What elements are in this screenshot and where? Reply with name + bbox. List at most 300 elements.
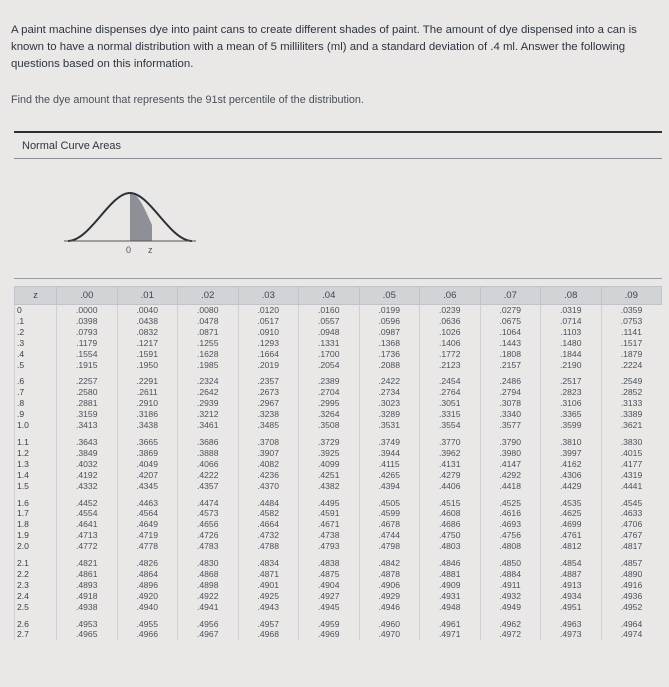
z-value-cell: 2.3 [15, 580, 57, 591]
area-cell: .3888 [178, 448, 239, 459]
area-cell: .4826 [117, 558, 178, 569]
area-cell: .1700 [299, 349, 360, 360]
column-header: .02 [178, 287, 239, 305]
area-cell: .3708 [238, 437, 299, 448]
z-value-cell: 2.1 [15, 558, 57, 569]
area-cell: .3508 [299, 420, 360, 431]
area-cell: .4896 [117, 580, 178, 591]
area-cell: .0517 [238, 316, 299, 327]
area-cell: .3078 [480, 398, 541, 409]
area-cell: .4871 [238, 569, 299, 580]
area-cell: .3980 [480, 448, 541, 459]
area-cell: .3621 [601, 420, 662, 431]
z-value-cell: .5 [15, 360, 57, 371]
area-cell: .4927 [299, 591, 360, 602]
area-cell: .4505 [359, 498, 420, 509]
z-value-cell: .3 [15, 338, 57, 349]
area-cell: .4922 [178, 591, 239, 602]
area-cell: .4821 [57, 558, 118, 569]
area-cell: .0478 [178, 316, 239, 327]
area-cell: .4964 [601, 619, 662, 630]
area-cell: .4332 [57, 481, 118, 492]
area-cell: .2357 [238, 376, 299, 387]
area-cell: .4564 [117, 508, 178, 519]
column-header: .03 [238, 287, 299, 305]
column-header: .04 [299, 287, 360, 305]
area-cell: .4664 [238, 519, 299, 530]
area-cell: .4948 [420, 602, 481, 613]
area-cell: .3186 [117, 409, 178, 420]
area-cell: .3962 [420, 448, 481, 459]
area-cell: .2881 [57, 398, 118, 409]
z-column-header: z [15, 287, 57, 305]
area-cell: .0000 [57, 305, 118, 316]
area-cell: .1517 [601, 338, 662, 349]
area-cell: .4147 [480, 459, 541, 470]
area-cell: .4909 [420, 580, 481, 591]
table-row [15, 448, 662, 459]
area-cell: .1406 [420, 338, 481, 349]
z-table-header-row [15, 287, 662, 305]
area-cell: .3315 [420, 409, 481, 420]
area-cell: .3340 [480, 409, 541, 420]
area-cell: .4968 [238, 629, 299, 640]
area-cell: .2549 [601, 376, 662, 387]
area-cell: .4772 [57, 541, 118, 552]
area-cell: .3461 [178, 420, 239, 431]
table-row [15, 316, 662, 327]
area-cell: .1915 [57, 360, 118, 371]
area-cell: .3686 [178, 437, 239, 448]
area-cell: .4192 [57, 470, 118, 481]
z-value-cell: .8 [15, 398, 57, 409]
area-cell: .4608 [420, 508, 481, 519]
area-cell: .3665 [117, 437, 178, 448]
area-cell: .4875 [299, 569, 360, 580]
area-cell: .4713 [57, 530, 118, 541]
area-cell: .0596 [359, 316, 420, 327]
area-cell: .1950 [117, 360, 178, 371]
area-cell: .0714 [541, 316, 602, 327]
area-cell: .4015 [601, 448, 662, 459]
area-cell: .3289 [359, 409, 420, 420]
area-cell: .1103 [541, 327, 602, 338]
area-cell: .3106 [541, 398, 602, 409]
area-cell: .4946 [359, 602, 420, 613]
area-cell: .4222 [178, 470, 239, 481]
area-cell: .4591 [299, 508, 360, 519]
area-cell: .4920 [117, 591, 178, 602]
z-value-cell: 2.0 [15, 541, 57, 552]
area-cell: .4641 [57, 519, 118, 530]
area-cell: .4974 [601, 629, 662, 640]
area-cell: .4382 [299, 481, 360, 492]
area-cell: .4115 [359, 459, 420, 470]
z-value-cell: 1.3 [15, 459, 57, 470]
area-cell: .1879 [601, 349, 662, 360]
area-cell: .4938 [57, 602, 118, 613]
area-cell: .1293 [238, 338, 299, 349]
column-header: .05 [359, 287, 420, 305]
area-cell: .4370 [238, 481, 299, 492]
area-cell: .4699 [541, 519, 602, 530]
column-header: .07 [480, 287, 541, 305]
area-cell: .4474 [178, 498, 239, 509]
area-cell: .4911 [480, 580, 541, 591]
area-cell: .4970 [359, 629, 420, 640]
area-cell: .1217 [117, 338, 178, 349]
area-cell: .3238 [238, 409, 299, 420]
z-table-body [15, 305, 662, 641]
area-cell: .4756 [480, 530, 541, 541]
area-cell: .4925 [238, 591, 299, 602]
area-cell: .4778 [117, 541, 178, 552]
table-row [15, 558, 662, 569]
area-cell: .3438 [117, 420, 178, 431]
table-row [15, 387, 662, 398]
table-row [15, 360, 662, 371]
area-cell: .4931 [420, 591, 481, 602]
table-row [15, 398, 662, 409]
z-value-cell: .1 [15, 316, 57, 327]
z-value-cell: 1.6 [15, 498, 57, 509]
area-cell: .4345 [117, 481, 178, 492]
area-cell: .0239 [420, 305, 481, 316]
area-cell: .4515 [420, 498, 481, 509]
area-cell: .4279 [420, 470, 481, 481]
area-cell: .4963 [541, 619, 602, 630]
area-cell: .3554 [420, 420, 481, 431]
area-cell: .4788 [238, 541, 299, 552]
area-cell: .3599 [541, 420, 602, 431]
table-row [15, 470, 662, 481]
area-cell: .3577 [480, 420, 541, 431]
area-cell: .3830 [601, 437, 662, 448]
area-cell: .4943 [238, 602, 299, 613]
area-cell: .0832 [117, 327, 178, 338]
area-cell: .4967 [178, 629, 239, 640]
area-cell: .0948 [299, 327, 360, 338]
area-cell: .4949 [480, 602, 541, 613]
area-cell: .3810 [541, 437, 602, 448]
area-cell: .2642 [178, 387, 239, 398]
area-cell: .2580 [57, 387, 118, 398]
area-cell: .4693 [480, 519, 541, 530]
area-cell: .2422 [359, 376, 420, 387]
area-cell: .2190 [541, 360, 602, 371]
area-cell: .4767 [601, 530, 662, 541]
area-cell: .4306 [541, 470, 602, 481]
area-cell: .4881 [420, 569, 481, 580]
area-cell: .2019 [238, 360, 299, 371]
area-cell: .2157 [480, 360, 541, 371]
area-cell: .4969 [299, 629, 360, 640]
area-cell: .4941 [178, 602, 239, 613]
area-cell: .4671 [299, 519, 360, 530]
area-cell: .4616 [480, 508, 541, 519]
divider-top [14, 131, 662, 133]
area-cell: .4738 [299, 530, 360, 541]
table-row [15, 591, 662, 602]
area-cell: .2054 [299, 360, 360, 371]
table-row [15, 569, 662, 580]
z-value-cell: 2.2 [15, 569, 57, 580]
area-cell: .2291 [117, 376, 178, 387]
z-value-cell: .7 [15, 387, 57, 398]
divider-table [14, 278, 662, 279]
area-cell: .4838 [299, 558, 360, 569]
z-value-cell: .6 [15, 376, 57, 387]
area-cell: .4599 [359, 508, 420, 519]
area-cell: .1808 [480, 349, 541, 360]
area-cell: .1772 [420, 349, 481, 360]
area-cell: .3212 [178, 409, 239, 420]
area-cell: .2673 [238, 387, 299, 398]
area-cell: .1736 [359, 349, 420, 360]
area-cell: .1141 [601, 327, 662, 338]
table-row [15, 530, 662, 541]
area-cell: .4893 [57, 580, 118, 591]
area-cell: .4850 [480, 558, 541, 569]
area-cell: .4960 [359, 619, 420, 630]
area-cell: .4812 [541, 541, 602, 552]
z-value-cell: 1.0 [15, 420, 57, 431]
area-cell: .4265 [359, 470, 420, 481]
area-cell: .0438 [117, 316, 178, 327]
z-table [14, 286, 662, 640]
area-cell: .2823 [541, 387, 602, 398]
area-cell: .4962 [480, 619, 541, 630]
table-row [15, 519, 662, 530]
area-cell: .4649 [117, 519, 178, 530]
area-cell: .3907 [238, 448, 299, 459]
z-value-cell: 1.1 [15, 437, 57, 448]
area-cell: .4973 [541, 629, 602, 640]
table-row [15, 327, 662, 338]
area-cell: .4441 [601, 481, 662, 492]
area-cell: .0319 [541, 305, 602, 316]
area-cell: .4955 [117, 619, 178, 630]
area-cell: .4452 [57, 498, 118, 509]
area-cell: .4808 [480, 541, 541, 552]
area-cell: .4945 [299, 602, 360, 613]
z-value-cell: 2.5 [15, 602, 57, 613]
area-cell: .1844 [541, 349, 602, 360]
area-cell: .3869 [117, 448, 178, 459]
area-cell: .2611 [117, 387, 178, 398]
area-cell: .4887 [541, 569, 602, 580]
area-cell: .1179 [57, 338, 118, 349]
z-value-cell: 2.6 [15, 619, 57, 630]
area-cell: .2224 [601, 360, 662, 371]
table-row [15, 409, 662, 420]
area-cell: .4049 [117, 459, 178, 470]
area-cell: .3944 [359, 448, 420, 459]
area-cell: .4719 [117, 530, 178, 541]
section-title: Normal Curve Areas [22, 140, 122, 152]
table-row [15, 629, 662, 640]
area-cell: .4898 [178, 580, 239, 591]
area-cell: .4554 [57, 508, 118, 519]
area-cell: .0160 [299, 305, 360, 316]
normal-curve-figure [60, 175, 200, 255]
area-cell: .2517 [541, 376, 602, 387]
area-cell: .3790 [480, 437, 541, 448]
area-cell: .4857 [601, 558, 662, 569]
area-cell: .4732 [238, 530, 299, 541]
area-cell: .4953 [57, 619, 118, 630]
area-cell: .0636 [420, 316, 481, 327]
area-cell: .0557 [299, 316, 360, 327]
shaded-area [130, 193, 152, 241]
area-cell: .3770 [420, 437, 481, 448]
area-cell: .4961 [420, 619, 481, 630]
area-cell: .0910 [238, 327, 299, 338]
area-cell: .3729 [299, 437, 360, 448]
area-cell: .4406 [420, 481, 481, 492]
table-row [15, 602, 662, 613]
table-row [15, 619, 662, 630]
divider-title [14, 158, 662, 159]
column-header: .09 [601, 287, 662, 305]
area-cell: .4803 [420, 541, 481, 552]
area-cell: .4251 [299, 470, 360, 481]
area-cell: .0753 [601, 316, 662, 327]
area-cell: .1554 [57, 349, 118, 360]
area-cell: .4394 [359, 481, 420, 492]
area-cell: .4678 [359, 519, 420, 530]
area-cell: .3849 [57, 448, 118, 459]
area-cell: .4904 [299, 580, 360, 591]
area-cell: .1591 [117, 349, 178, 360]
area-cell: .4525 [480, 498, 541, 509]
table-row [15, 498, 662, 509]
area-cell: .4934 [541, 591, 602, 602]
z-value-cell: .9 [15, 409, 57, 420]
z-value-cell: 1.9 [15, 530, 57, 541]
area-cell: .4913 [541, 580, 602, 591]
table-row [15, 420, 662, 431]
area-cell: .4906 [359, 580, 420, 591]
area-cell: .4066 [178, 459, 239, 470]
area-cell: .1331 [299, 338, 360, 349]
area-cell: .2852 [601, 387, 662, 398]
column-header: .01 [117, 287, 178, 305]
area-cell: .4846 [420, 558, 481, 569]
area-cell: .4761 [541, 530, 602, 541]
area-cell: .4868 [178, 569, 239, 580]
area-cell: .2794 [480, 387, 541, 398]
area-cell: .3997 [541, 448, 602, 459]
area-cell: .4916 [601, 580, 662, 591]
table-row [15, 481, 662, 492]
area-cell: .0987 [359, 327, 420, 338]
area-cell: .4932 [480, 591, 541, 602]
area-cell: .1480 [541, 338, 602, 349]
area-cell: .4292 [480, 470, 541, 481]
z-value-cell: 2.7 [15, 629, 57, 640]
area-cell: .4319 [601, 470, 662, 481]
z-value-cell: 0 [15, 305, 57, 316]
area-cell: .4177 [601, 459, 662, 470]
table-row [15, 376, 662, 387]
z-value-cell: 1.2 [15, 448, 57, 459]
table-row [15, 437, 662, 448]
area-cell: .3365 [541, 409, 602, 420]
area-cell: .0398 [57, 316, 118, 327]
area-cell: .4929 [359, 591, 420, 602]
area-cell: .4959 [299, 619, 360, 630]
area-cell: .2454 [420, 376, 481, 387]
area-cell: .1064 [480, 327, 541, 338]
area-cell: .4783 [178, 541, 239, 552]
z-value-cell: .2 [15, 327, 57, 338]
area-cell: .0675 [480, 316, 541, 327]
area-cell: .1026 [420, 327, 481, 338]
area-cell: .4463 [117, 498, 178, 509]
area-cell: .3051 [420, 398, 481, 409]
z-value-cell: 1.8 [15, 519, 57, 530]
table-row [15, 459, 662, 470]
area-cell: .3749 [359, 437, 420, 448]
area-cell: .2389 [299, 376, 360, 387]
area-cell: .2324 [178, 376, 239, 387]
area-cell: .4940 [117, 602, 178, 613]
area-cell: .4207 [117, 470, 178, 481]
area-cell: .4484 [238, 498, 299, 509]
area-cell: .2967 [238, 398, 299, 409]
area-cell: .0199 [359, 305, 420, 316]
area-cell: .4750 [420, 530, 481, 541]
table-row [15, 305, 662, 316]
z-value-cell: .4 [15, 349, 57, 360]
area-cell: .4956 [178, 619, 239, 630]
area-cell: .3643 [57, 437, 118, 448]
area-cell: .1443 [480, 338, 541, 349]
question-prompt: Find the dye amount that represents the 91st percentile of the distribution. [11, 94, 364, 106]
area-cell: .4884 [480, 569, 541, 580]
area-cell: .4861 [57, 569, 118, 580]
area-cell: .0279 [480, 305, 541, 316]
column-header: .00 [57, 287, 118, 305]
area-cell: .1255 [178, 338, 239, 349]
area-cell: .4952 [601, 602, 662, 613]
area-cell: .4082 [238, 459, 299, 470]
z-value-cell: 1.7 [15, 508, 57, 519]
area-cell: .4957 [238, 619, 299, 630]
z-value-cell: 2.4 [15, 591, 57, 602]
area-cell: .4834 [238, 558, 299, 569]
area-cell: .4495 [299, 498, 360, 509]
column-header: .08 [541, 287, 602, 305]
area-cell: .4971 [420, 629, 481, 640]
area-cell: .4357 [178, 481, 239, 492]
area-cell: .4918 [57, 591, 118, 602]
area-cell: .4972 [480, 629, 541, 640]
area-cell: .0080 [178, 305, 239, 316]
table-row [15, 508, 662, 519]
area-cell: .4418 [480, 481, 541, 492]
column-header: .06 [420, 287, 481, 305]
area-cell: .4793 [299, 541, 360, 552]
area-cell: .4854 [541, 558, 602, 569]
area-cell: .2910 [117, 398, 178, 409]
area-cell: .2257 [57, 376, 118, 387]
area-cell: .4099 [299, 459, 360, 470]
z-value-cell: 1.4 [15, 470, 57, 481]
area-cell: .3925 [299, 448, 360, 459]
area-cell: .4878 [359, 569, 420, 580]
